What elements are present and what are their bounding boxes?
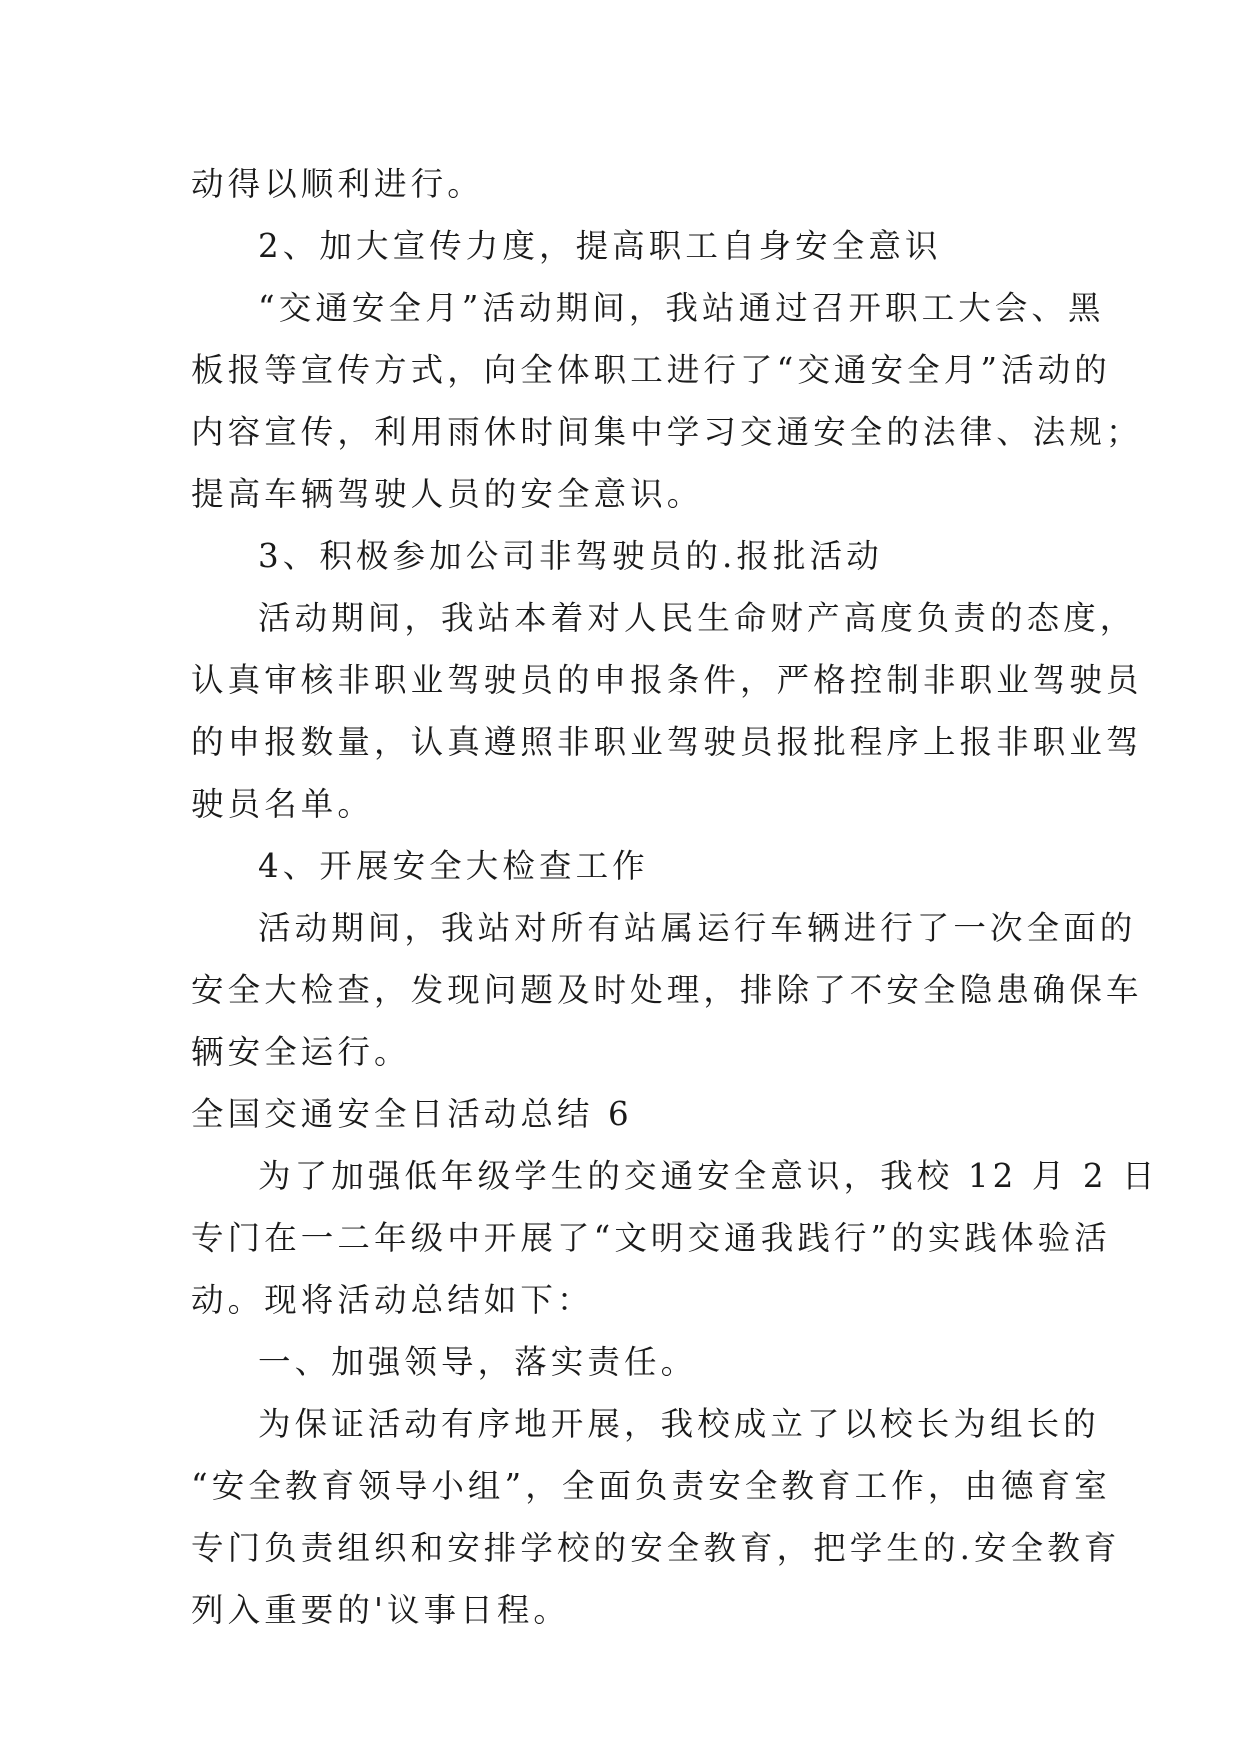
- section-heading-2: 2、加大宣传力度，提高职工自身安全意识: [258, 227, 942, 265]
- paragraph-line: 板报等宣传方式，向全体职工进行了“交通安全月”活动的: [191, 351, 1111, 389]
- paragraph-line: 为了加强低年级学生的交通安全意识，我校 12 月 2 日: [258, 1157, 1159, 1195]
- paragraph-line: 动得以顺利进行。: [191, 165, 484, 203]
- paragraph-line: 驶员名单。: [191, 785, 375, 823]
- paragraph-line: 活动期间，我站对所有站属运行车辆进行了一次全面的: [258, 909, 1137, 947]
- section-heading-one: 一、加强领导，落实责任。: [258, 1343, 698, 1381]
- paragraph-line: 认真审核非职业驾驶员的申报条件，严格控制非职业驾驶员: [191, 661, 1143, 699]
- paragraph-line: 列入重要的'议事日程。: [191, 1591, 571, 1629]
- section-heading-3: 3、积极参加公司非驾驶员的.报批活动: [258, 537, 883, 575]
- section-heading-4: 4、开展安全大检查工作: [258, 847, 649, 885]
- paragraph-line: 内容宣传，利用雨休时间集中学习交通安全的法律、法规；: [191, 413, 1143, 451]
- paragraph-line: 安全大检查，发现问题及时处理，排除了不安全隐患确保车: [191, 971, 1143, 1009]
- paragraph-line: “安全教育领导小组”，全面负责安全教育工作，由德育室: [191, 1467, 1111, 1505]
- article-title: 全国交通安全日活动总结 6: [191, 1095, 633, 1133]
- paragraph-line: 专门在一二年级中开展了“文明交通我践行”的实践体验活: [191, 1219, 1111, 1257]
- paragraph-line: 专门负责组织和安排学校的安全教育，把学生的.安全教育: [191, 1529, 1121, 1567]
- paragraph-line: “交通安全月”活动期间，我站通过召开职工大会、黑: [258, 289, 1105, 327]
- paragraph-line: 动。现将活动总结如下：: [191, 1281, 594, 1319]
- paragraph-line: 辆安全运行。: [191, 1033, 411, 1071]
- paragraph-line: 提高车辆驾驶人员的安全意识。: [191, 475, 704, 513]
- paragraph-line: 为保证活动有序地开展，我校成立了以校长为组长的: [258, 1405, 1100, 1443]
- paragraph-line: 的申报数量，认真遵照非职业驾驶员报批程序上报非职业驾: [191, 723, 1143, 761]
- paragraph-line: 活动期间，我站本着对人民生命财产高度负责的态度，: [258, 599, 1137, 637]
